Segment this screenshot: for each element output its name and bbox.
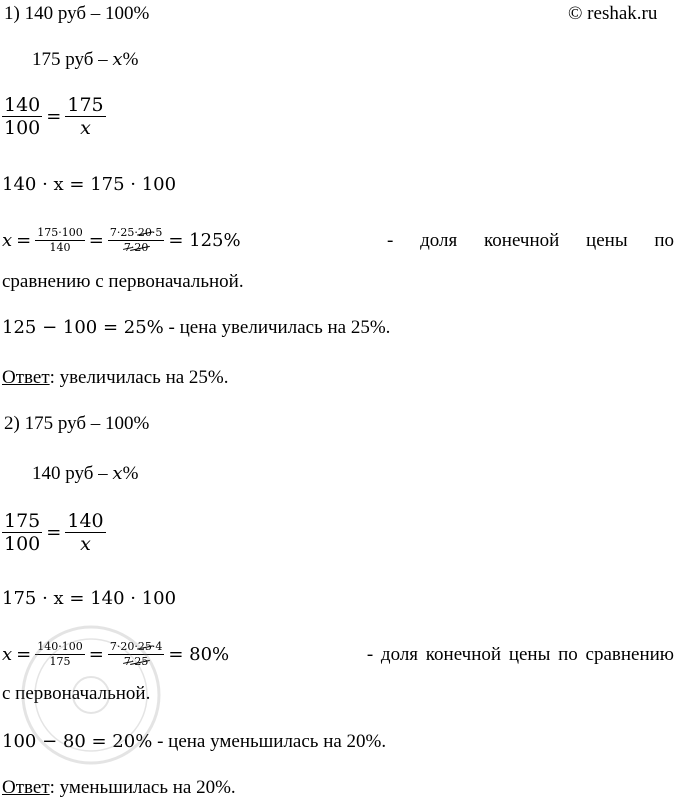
line-p2-given-2: 140 руб – x%	[32, 463, 139, 484]
proportion-p1	[2, 94, 106, 139]
fraction-denominator: 100	[4, 117, 41, 139]
var-x: x	[2, 643, 13, 665]
equals-sign: =	[46, 105, 62, 127]
equals-sign: =	[88, 229, 104, 251]
percent-sign: %	[122, 49, 139, 70]
fraction-denominator: x	[80, 117, 91, 139]
fraction-numerator: 175	[4, 510, 41, 532]
difference-p2: 100 − 80 = 20% - цена уменьшилась на 20%.	[2, 731, 387, 752]
fraction-right	[65, 94, 105, 139]
explanation-text: - доля конечной цены по сравнению	[366, 644, 674, 665]
equals-sign: =	[46, 521, 62, 543]
result-value: = 125%	[168, 229, 241, 251]
var-x: x	[112, 49, 123, 70]
difference-p1: 125 − 100 = 25% - цена увеличилась на 25%.	[2, 317, 391, 338]
var-x: x	[2, 229, 13, 251]
fraction-solution	[35, 226, 85, 255]
fraction-numerator: 140	[4, 94, 41, 116]
line-p1-given-1: 1) 140 руб – 100%	[4, 3, 150, 24]
solution-p1	[2, 226, 674, 255]
answer-label: Ответ	[2, 777, 50, 798]
equation-p2-multiply: 175 · x = 140 · 100	[2, 588, 177, 609]
fraction-denominator: 100	[4, 533, 41, 555]
answer-p2: Ответ: уменьшилась на 20%.	[2, 777, 236, 798]
answer-label: Ответ	[2, 367, 50, 388]
explanation-text-cont: с первоначальной.	[2, 683, 151, 704]
fraction-numerator: 175	[67, 94, 104, 116]
fraction-denominator: 7·20	[123, 241, 149, 254]
equation-p1-multiply: 140 · x = 175 · 100	[2, 174, 177, 195]
explanation-text: - доля конечной цены по	[387, 230, 674, 251]
fraction-numerator: 175·100	[37, 226, 83, 239]
fraction-numerator: 7·20·25·4	[109, 640, 163, 653]
line-p1-given-2	[32, 50, 138, 69]
fraction-numerator: 140	[67, 510, 104, 532]
fraction-numerator: 140·100	[37, 640, 83, 653]
explanation-text-cont: сравнению с первоначальной.	[2, 271, 244, 292]
line-p2-given-1: 2) 175 руб – 100%	[4, 413, 150, 434]
fraction-left	[2, 94, 42, 139]
fraction-denominator: 140	[49, 241, 71, 254]
equals-sign: =	[16, 229, 32, 251]
fraction-denominator: 175	[49, 655, 71, 668]
fraction-right	[65, 510, 105, 555]
result-value: = 80%	[168, 643, 230, 665]
reshak-seal-watermark-icon	[16, 620, 166, 770]
fraction-numerator: 7·25·20·5	[109, 226, 163, 239]
fraction-simplified	[108, 226, 165, 255]
equals-sign: =	[88, 643, 104, 665]
answer-p1: Ответ: увеличилась на 25%.	[2, 367, 229, 388]
fraction-denominator: 7·25	[123, 655, 149, 668]
proportion-p2	[2, 510, 106, 555]
site-watermark-text: © reshak.ru	[568, 3, 658, 24]
equals-sign: =	[16, 643, 32, 665]
fraction-left	[2, 510, 42, 555]
fraction-denominator: x	[80, 533, 91, 555]
given-text: 175 руб –	[32, 49, 113, 70]
